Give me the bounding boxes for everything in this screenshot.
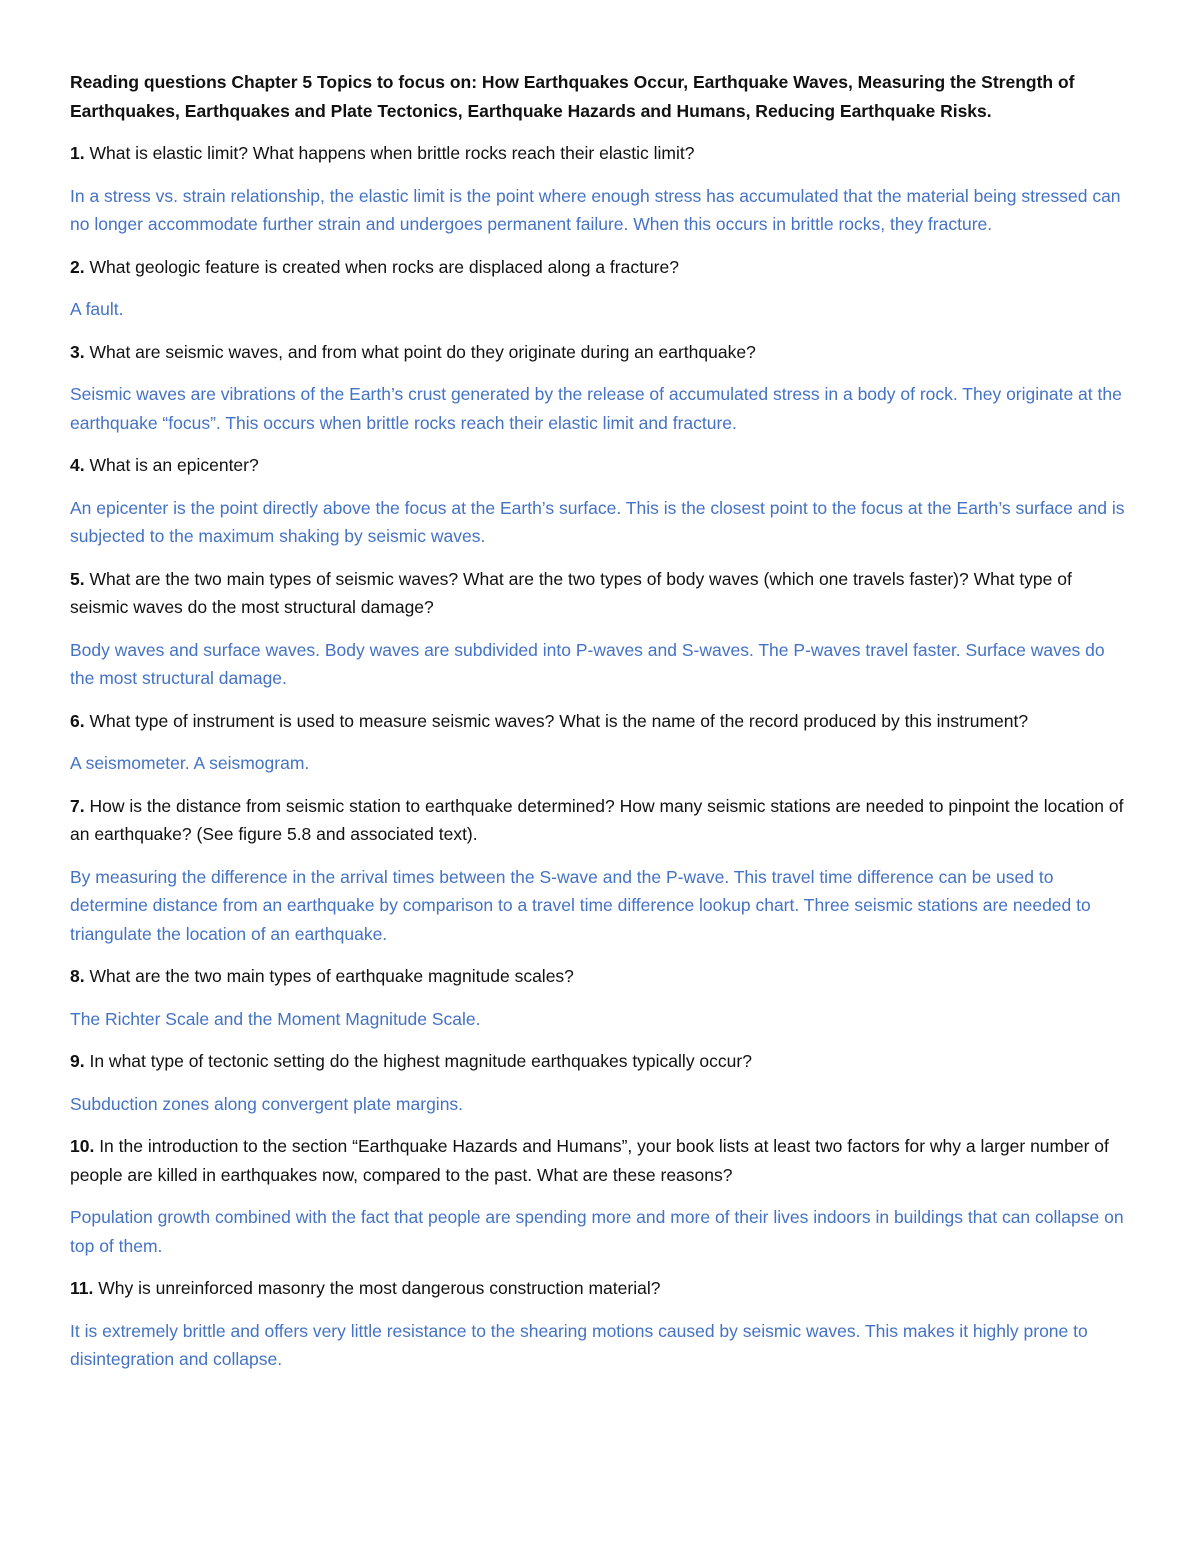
answer-1: In a stress vs. strain relationship, the elastic limit is the point where enough stress has accumulated that the material being stressed can no longer accommodate further strain and undergoes permanent failure. When this occurs in brittle rocks, they fracture. bbox=[70, 185, 1121, 234]
question-number: 11. bbox=[70, 1278, 94, 1298]
document-heading: Reading questions Chapter 5 Topics to focus on: How Earthquakes Occur, Earthquake Waves, Measuring the Strength of Earthquakes, Earthquakes and Plate Tectonics, Earthquake Hazards and Humans, Reducing Earthquake Risks. bbox=[70, 72, 1075, 121]
question-8 bbox=[70, 962, 1130, 991]
question-1 bbox=[70, 139, 1130, 168]
question-text: In what type of tectonic setting do the highest magnitude earthquakes typically occur? bbox=[84, 1051, 752, 1071]
question-text: What are the two main types of earthquake magnitude scales? bbox=[84, 966, 574, 986]
question-text: What are the two main types of seismic waves? What are the two types of body waves (which one travels faster)? What type of seismic waves do the most structural damage? bbox=[70, 568, 1072, 617]
question-number: 3. bbox=[70, 341, 85, 362]
question-6 bbox=[70, 707, 1130, 736]
question-10 bbox=[70, 1132, 1130, 1189]
question-number: 4. bbox=[70, 455, 85, 475]
answer-3: Seismic waves are vibrations of the Earth’s crust generated by the release of accumulated stress in a body of rock. They originate at the earthquake “focus”. This occurs when brittle rocks reach their elastic limit and fracture. bbox=[70, 384, 1122, 433]
question-7 bbox=[70, 792, 1130, 849]
answer-10: Population growth combined with the fact that people are spending more and more of their lives indoors in buildings that can collapse on top of them. bbox=[70, 1207, 1124, 1256]
question-number: 10. bbox=[70, 1136, 95, 1156]
question-text: How is the distance from seismic station to earthquake determined? How many seismic stations are needed to pinpoint the location of an earthquake? (See figure 5.8 and associated text). bbox=[70, 795, 1124, 844]
question-text: In the introduction to the section “Earthquake Hazards and Humans”, your book lists at least two factors for why a larger number of people are killed in earthquakes now, compared to the past. What are these reasons? bbox=[70, 1136, 1109, 1185]
question-number: 5. bbox=[70, 568, 85, 589]
question-number: 1. bbox=[70, 143, 85, 163]
question-number: 8. bbox=[70, 966, 85, 986]
answer-11: It is extremely brittle and offers very little resistance to the shearing motions caused by seismic waves. This makes it highly prone to disintegration and collapse. bbox=[70, 1320, 1088, 1369]
question-9 bbox=[70, 1047, 1130, 1076]
answer-4: An epicenter is the point directly above the focus at the Earth’s surface. This is the closest point to the focus at the Earth’s surface and is subjected to the maximum shaking by seismic waves. bbox=[70, 497, 1125, 546]
answer-9: Subduction zones along convergent plate margins. bbox=[70, 1093, 464, 1114]
answer-8: The Richter Scale and the Moment Magnitude Scale. bbox=[70, 1008, 481, 1029]
answer-2: A fault. bbox=[70, 299, 124, 319]
qa-list bbox=[70, 139, 1130, 1374]
answer-6: A seismometer. A seismogram. bbox=[70, 753, 310, 773]
question-11 bbox=[70, 1274, 1130, 1303]
question-number: 6. bbox=[70, 710, 85, 731]
question-number: 2. bbox=[70, 256, 85, 277]
question-3 bbox=[70, 338, 1130, 367]
question-text: What is an epicenter? bbox=[84, 455, 259, 475]
question-number: 7. bbox=[70, 795, 85, 816]
question-text: What geologic feature is created when rocks are displaced along a fracture? bbox=[84, 256, 679, 277]
question-5 bbox=[70, 565, 1130, 622]
question-text: Why is unreinforced masonry the most dangerous construction material? bbox=[93, 1278, 661, 1298]
answer-7: By measuring the difference in the arrival times between the S-wave and the P-wave. This travel time difference can be used to determine distance from an earthquake by comparison to a travel time difference lookup chart. Three seismic stations are needed to triangulate the location of an earthquake. bbox=[70, 866, 1091, 944]
question-4 bbox=[70, 451, 1130, 480]
answer-5: Body waves and surface waves. Body waves are subdivided into P-waves and S-waves. The P-waves travel faster. Surface waves do the most structural damage. bbox=[70, 639, 1105, 688]
question-2 bbox=[70, 253, 1130, 282]
question-text: What type of instrument is used to measure seismic waves? What is the name of the record produced by this instrument? bbox=[84, 710, 1029, 731]
question-number: 9. bbox=[70, 1051, 85, 1071]
question-text: What are seismic waves, and from what point do they originate during an earthquake? bbox=[84, 341, 756, 362]
question-text: What is elastic limit? What happens when brittle rocks reach their elastic limit? bbox=[84, 143, 695, 163]
